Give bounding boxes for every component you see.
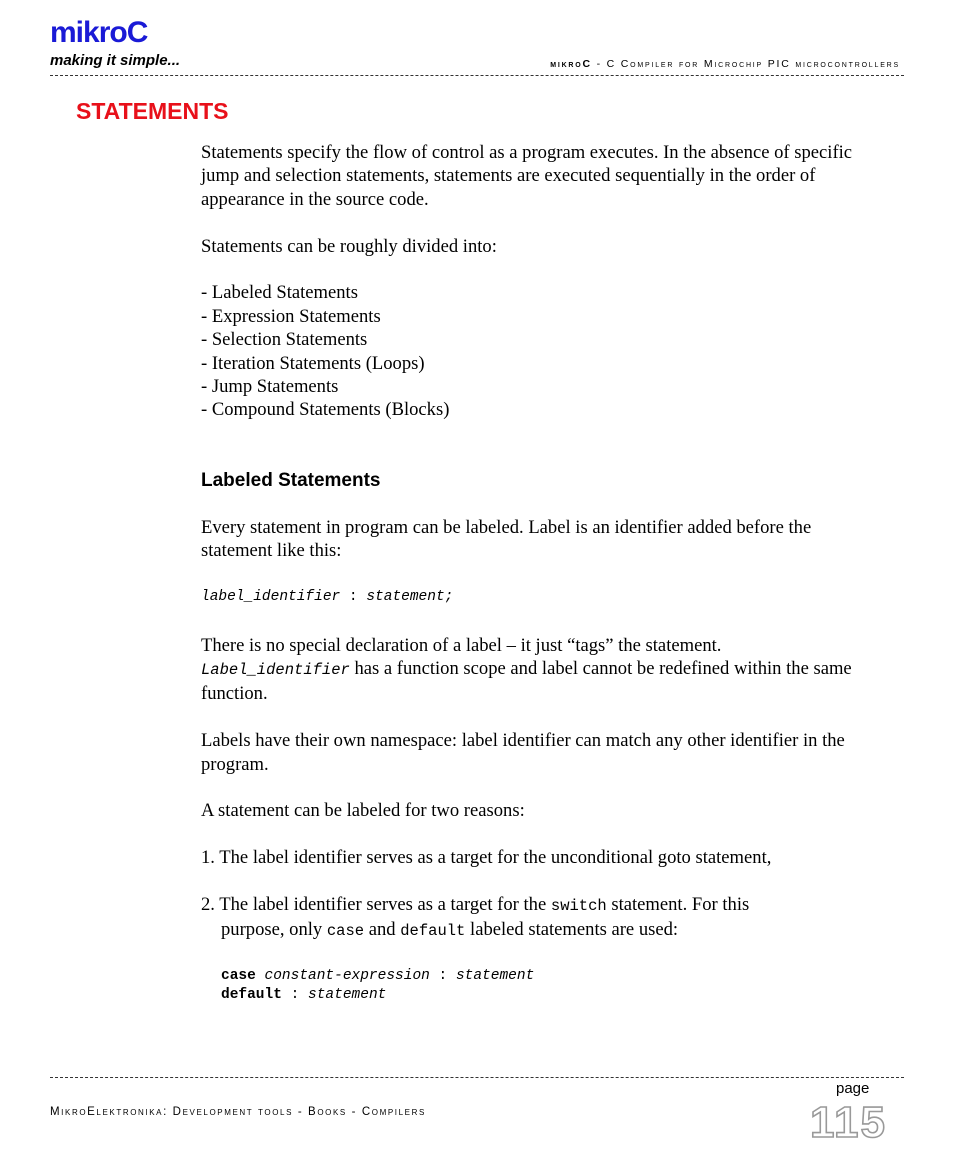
list-item: - Labeled Statements (201, 282, 358, 304)
list-item: - Expression Statements (201, 305, 381, 327)
section-title: STATEMENTS (76, 98, 229, 124)
reason-2: 2. The label identifier serves as a target for the switch statement. For this (201, 894, 750, 916)
labeled-paragraph-4: A statement can be labeled for two reasons: (201, 800, 525, 822)
labeled-paragraph-1: Every statement in program can be labeled. Label is an identifier added before the statement like this: (201, 517, 812, 562)
list-item: - Selection Statements (201, 329, 368, 351)
case-default-code: case constant-expression : statement default : statement (221, 968, 535, 1004)
statement-kinds-list (201, 281, 861, 421)
syntax-identifier: label_identifier (201, 589, 341, 606)
page-number: 115 (810, 1098, 887, 1147)
intro-paragraph: Statements specify the flow of control as a program executes. In the absence of specific jump and selection statements, statements are executed sequentially in the order of appearance in the source code. (201, 142, 853, 210)
inline-code-default: default (400, 922, 466, 941)
header-subtitle: - C Compiler for Microchip PIC microcontrollers (591, 58, 900, 70)
divided-intro: Statements can be roughly divided into: (201, 235, 497, 257)
reason-2-continued: purpose, only case and default labeled statements are used: (221, 919, 679, 941)
mikroc-logo: mikroC (50, 16, 148, 49)
header-brand: mikroC (550, 58, 592, 70)
code-case-keyword: case (221, 968, 256, 985)
logo-tagline: making it simple... (50, 52, 181, 69)
list-item: - Jump Statements (201, 376, 339, 398)
labeled-paragraph-2-line1: There is no special declaration of a label – it just “tags” the statement. (201, 634, 722, 656)
labeled-paragraph-3: Labels have their own namespace: label identifier can match any other identifier in the program. (201, 730, 845, 775)
label-syntax: label_identifier : statement; (201, 589, 454, 606)
page-body (201, 141, 861, 1005)
labeled-paragraph-2: Label_identifier has a function scope and label cannot be redefined within the same function. (201, 658, 852, 705)
running-header (550, 59, 900, 70)
syntax-statement: statement; (366, 589, 454, 606)
inline-code-label-identifier: Label_identifier (201, 661, 350, 680)
reason-1: 1. The label identifier serves as a target for the unconditional goto statement, (201, 847, 772, 869)
page-label: page (836, 1080, 870, 1097)
footer-text: MikroElektronika: Development tools - Books - Compilers (50, 1106, 426, 1118)
list-item: - Compound Statements (Blocks) (201, 399, 450, 421)
header-divider (50, 75, 904, 76)
list-item: - Iteration Statements (Loops) (201, 352, 425, 374)
labeled-statements-heading: Labeled Statements (201, 470, 381, 492)
inline-code-switch: switch (550, 897, 607, 916)
footer-divider (50, 1077, 904, 1078)
code-default-keyword: default (221, 987, 282, 1004)
inline-code-case: case (326, 922, 365, 941)
